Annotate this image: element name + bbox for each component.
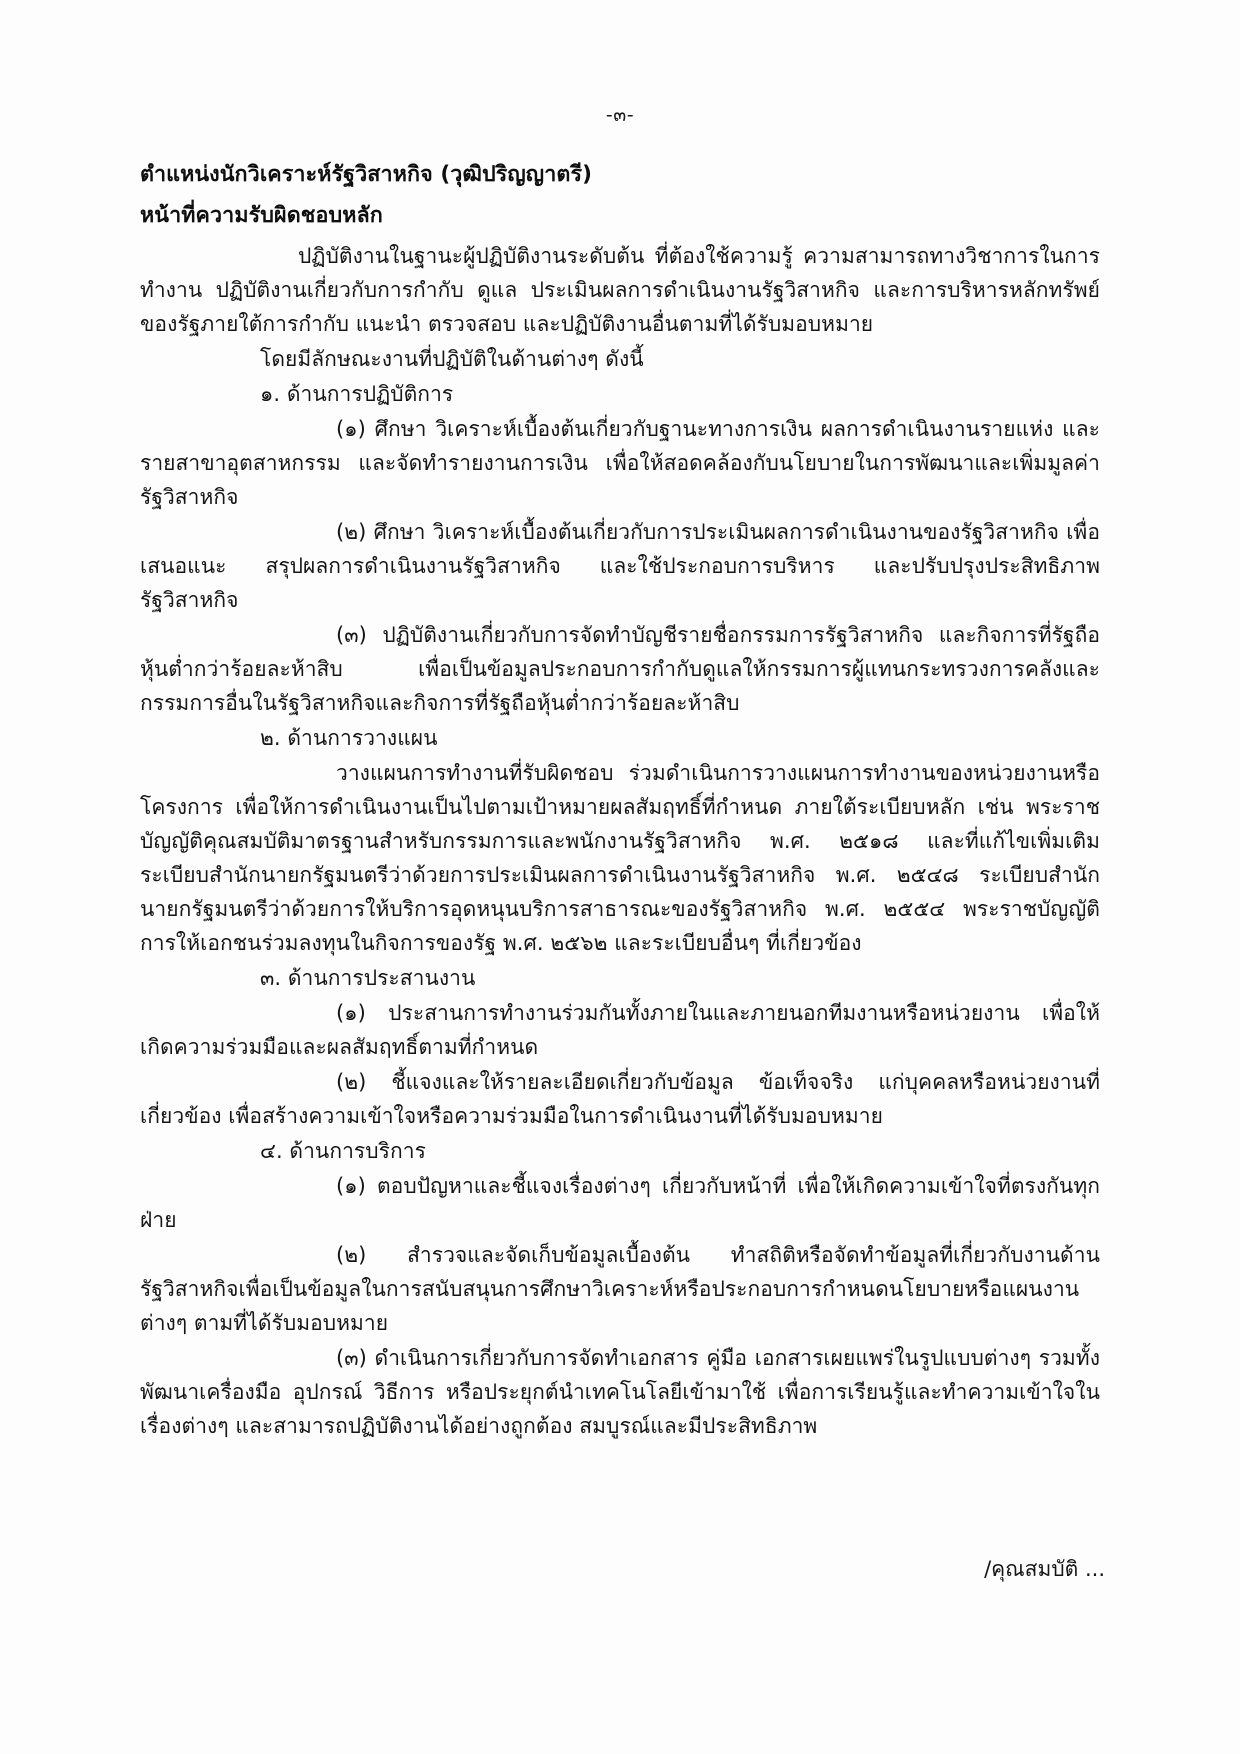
section-1-heading: ๑. ด้านการปฏิบัติการ [260, 381, 454, 406]
section-1-item-3: (๓) ปฏิบัติงานเกี่ยวกับการจัดทำบัญชีรายชื่อกรรมการรัฐวิสาหกิจ และกิจการที่รัฐถือหุ้นต่ำกว่าร้อยละห้าสิบ เพื่อเป็นข้อมูลประกอบการกำกับดูแลให้กรรมการผู้แทนกระทรวงการคลังและกรรมการอื่นในรัฐวิสาหกิจและกิจการที่รัฐถือหุ้นต่ำกว่าร้อยละห้าสิบ [140, 622, 1100, 715]
section-4-item-2: (๒) สำรวจและจัดเก็บข้อมูลเบื้องต้น ทำสถิติหรือจัดทำข้อมูลที่เกี่ยวกับงานด้านรัฐวิสาหกิจเพื่อเป็นข้อมูลในการสนับสนุนการศึกษาวิเคราะห์หรือประกอบการกำหนดนโยบายหรือแผนงานต่างๆ ตามที่ได้รับมอบหมาย [140, 1243, 1100, 1336]
footer-continuation-note: /คุณสมบัติ ... [984, 1557, 1105, 1581]
section-1-item-1: (๑) ศึกษา วิเคราะห์เบื้องต้นเกี่ยวกับฐานะทางการเงิน ผลการดำเนินงานรายแห่ง และรายสาขาอุตสาหกรรม และจัดทำรายงานการเงิน เพื่อให้สอดคล้องกับนโยบายในการพัฒนาและเพิ่มมูลค่ารัฐวิสาหกิจ [140, 416, 1100, 509]
section-3-heading: ๓. ด้านการประสานงาน [260, 965, 476, 990]
section-3-item-2: (๒) ชี้แจงและให้รายละเอียดเกี่ยวกับข้อมูล ข้อเท็จจริง แก่บุคคลหรือหน่วยงานที่เกี่ยวข้อง เพื่อสร้างความเข้าใจหรือความร่วมมือในการดำเนินงานที่ได้รับมอบหมาย [140, 1070, 1100, 1129]
document-body [140, 158, 1100, 1444]
page-title: ตำแหน่งนักวิเคราะห์รัฐวิสาหกิจ (วุฒิปริญญาตรี) [140, 162, 593, 187]
section-1-item-2: (๒) ศึกษา วิเคราะห์เบื้องต้นเกี่ยวกับการประเมินผลการดำเนินงานของรัฐวิสาหกิจ เพื่อเสนอแนะ สรุปผลการดำเนินงานรัฐวิสาหกิจ และใช้ประกอบการบริหาร และปรับปรุงประสิทธิภาพรัฐวิสาหกิจ [140, 519, 1100, 612]
section-2-heading: ๒. ด้านการวางแผน [260, 725, 438, 750]
page-number: -๓- [605, 104, 635, 126]
section-heading-responsibilities: หน้าที่ความรับผิดชอบหลัก [140, 203, 383, 229]
section-4-heading: ๔. ด้านการบริการ [260, 1139, 426, 1164]
section-4-item-3: (๓) ดำเนินการเกี่ยวกับการจัดทำเอกสาร คู่มือ เอกสารเผยแพร่ในรูปแบบต่างๆ รวมทั้งพัฒนาเครื่องมือ อุปกรณ์ วิธีการ หรือประยุกต์นำเทคโนโลยีเข้ามาใช้ เพื่อการเรียนรู้และทำความเข้าใจในเรื่องต่างๆ และสามารถปฏิบัติงานได้อย่างถูกต้อง สมบูรณ์และมีประสิทธิภาพ [140, 1346, 1100, 1439]
paragraph-intro-1: ปฏิบัติงานในฐานะผู้ปฏิบัติงานระดับต้น ที่ต้องใช้ความรู้ ความสามารถทางวิชาการในการทำงาน ปฏิบัติงานเกี่ยวกับการกำกับ ดูแล ประเมินผลการดำเนินงานรัฐวิสาหกิจ และการบริหารหลักทรัพย์ของรัฐภายใต้การกำกับ แนะนำ ตรวจสอบ และปฏิบัติงานอื่นตามที่ได้รับมอบหมาย [140, 243, 1100, 336]
paragraph-intro-2: โดยมีลักษณะงานที่ปฏิบัติในด้านต่างๆ ดังนี้ [260, 346, 644, 371]
section-3-item-1: (๑) ประสานการทำงานร่วมกันทั้งภายในและภายนอกทีมงานหรือหน่วยงาน เพื่อให้เกิดความร่วมมือและผลสัมฤทธิ์ตามที่กำหนด [140, 1000, 1100, 1059]
section-2-body: วางแผนการทำงานที่รับผิดชอบ ร่วมดำเนินการวางแผนการทำงานของหน่วยงานหรือโครงการ เพื่อให้การดำเนินงานเป็นไปตามเป้าหมายผลสัมฤทธิ์ที่กำหนด ภายใต้ระเบียบหลัก เช่น พระราชบัญญัติคุณสมบัติมาตรฐานสำหรับกรรมการและพนักงานรัฐวิสาหกิจ พ.ศ. ๒๕๑๘ และที่แก้ไขเพิ่มเติม ระเบียบสำนักนายกรัฐมนตรีว่าด้วยการประเมินผลการดำเนินงานรัฐวิสาหกิจ พ.ศ. ๒๕๔๘ ระเบียบสำนักนายกรัฐมนตรีว่าด้วยการให้บริการอุดหนุนบริการสาธารณะของรัฐวิสาหกิจ พ.ศ. ๒๕๕๔ พระราชบัญญัติการให้เอกชนร่วมลงทุนในกิจการของรัฐ พ.ศ. ๒๕๖๒ และระเบียบอื่นๆ ที่เกี่ยวข้อง [140, 760, 1100, 955]
section-4-item-1: (๑) ตอบปัญหาและชี้แจงเรื่องต่างๆ เกี่ยวกับหน้าที่ เพื่อให้เกิดความเข้าใจที่ตรงกันทุกฝ่าย [140, 1174, 1100, 1233]
